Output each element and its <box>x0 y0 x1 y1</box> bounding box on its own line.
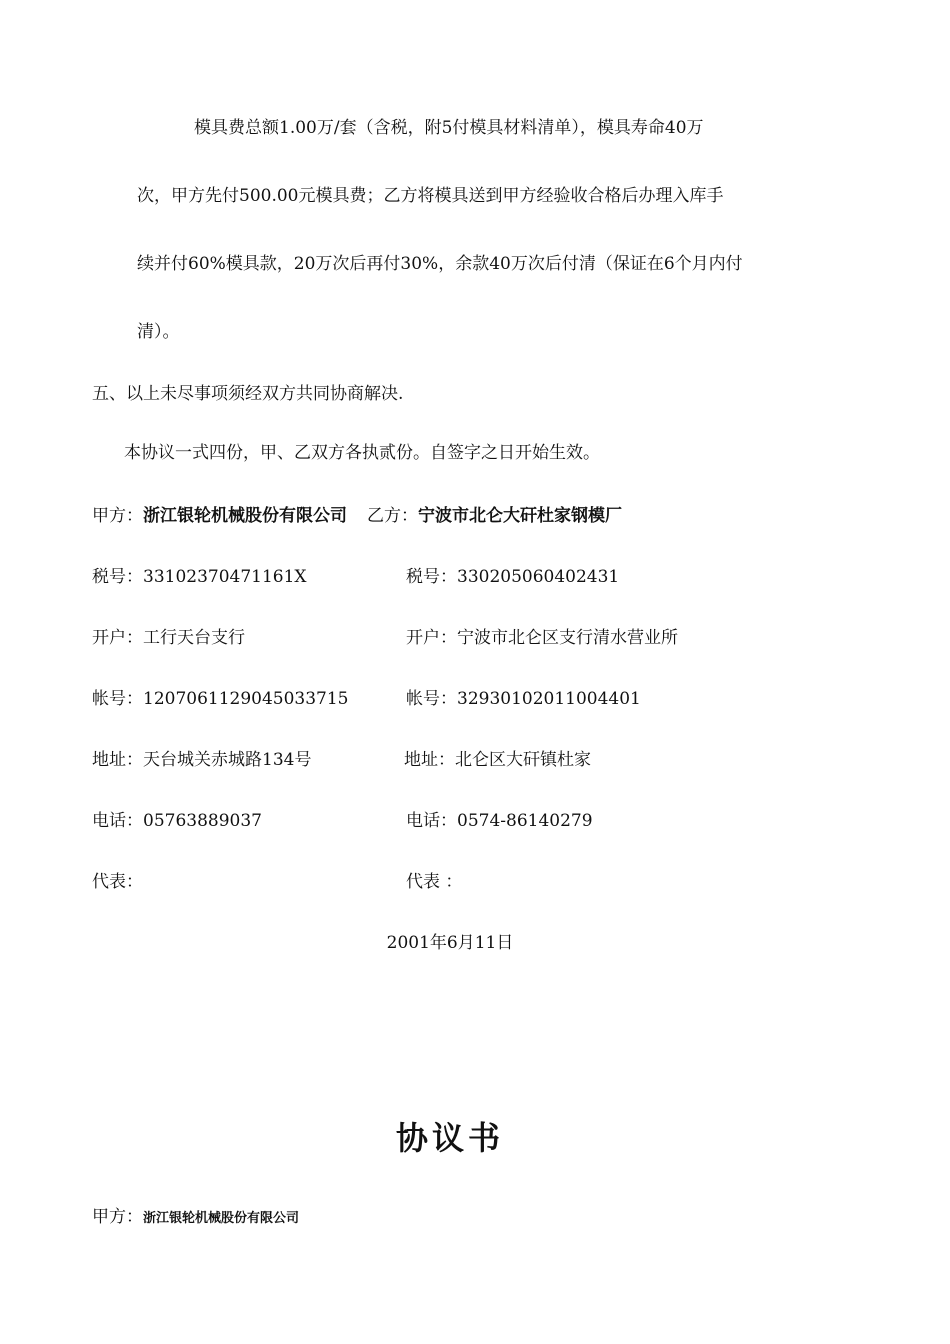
party-a-address: 地址：天台城关赤城路134号 <box>92 750 312 770</box>
tax-row <box>92 565 812 589</box>
party-a-representative: 代表： <box>92 872 143 892</box>
phone-row <box>92 809 812 833</box>
item-five: 五、以上未尽事项须经双方共同协商解决. <box>92 384 404 404</box>
clause-line-4: 清）。 <box>137 322 180 342</box>
clause-line-1: 模具费总额1.00万/套（含税，附5付模具材料清单），模具寿命40万 <box>194 118 704 138</box>
party-b-phone: 电话：0574-86140279 <box>406 811 593 831</box>
party-a-label: 甲方： <box>92 506 143 526</box>
party-a-account: 帐号：1207061129045033715 <box>92 689 349 709</box>
party-a-tax: 税号：33102370471161X <box>92 567 307 587</box>
party-b-bank: 开户：宁波市北仑区支行清水营业所 <box>406 628 678 648</box>
party-b-representative: 代表 ： <box>406 872 463 892</box>
next-doc-party-a <box>92 1205 299 1231</box>
next-doc-party-a-label: 甲方： <box>92 1207 143 1227</box>
representative-row <box>92 870 812 894</box>
account-row <box>92 687 812 711</box>
party-b-account: 帐号：32930102011004401 <box>406 689 641 709</box>
bank-row <box>92 626 812 650</box>
party-b-label: 乙方： <box>367 506 418 526</box>
party-a-name: 浙江银轮机械股份有限公司 <box>143 506 347 526</box>
party-b-tax: 税号：330205060402431 <box>406 567 620 587</box>
party-b-name: 宁波市北仑大矸杜家钢模厂 <box>418 506 622 526</box>
copies-statement: 本协议一式四份，甲、乙双方各执贰份。自签字之日开始生效。 <box>124 443 600 463</box>
address-row <box>92 748 812 772</box>
party-b-address: 地址：北仑区大矸镇杜家 <box>404 750 591 770</box>
party-names-row <box>92 504 622 528</box>
clause-line-3: 续并付60%模具款，20万次后再付30%，余款40万次后付清（保证在6个月内付 <box>137 254 743 274</box>
party-a-bank: 开户：工行天台支行 <box>92 628 245 648</box>
next-doc-title: 协议书 <box>395 1119 504 1157</box>
clause-line-2: 次，甲方先付500.00元模具费；乙方将模具送到甲方经验收合格后办理入库手 <box>137 186 724 206</box>
agreement-date: 2001年6月11日 <box>386 933 514 953</box>
next-doc-party-a-name: 浙江银轮机械股份有限公司 <box>143 1211 300 1226</box>
party-a-phone: 电话：05763889037 <box>92 811 262 831</box>
